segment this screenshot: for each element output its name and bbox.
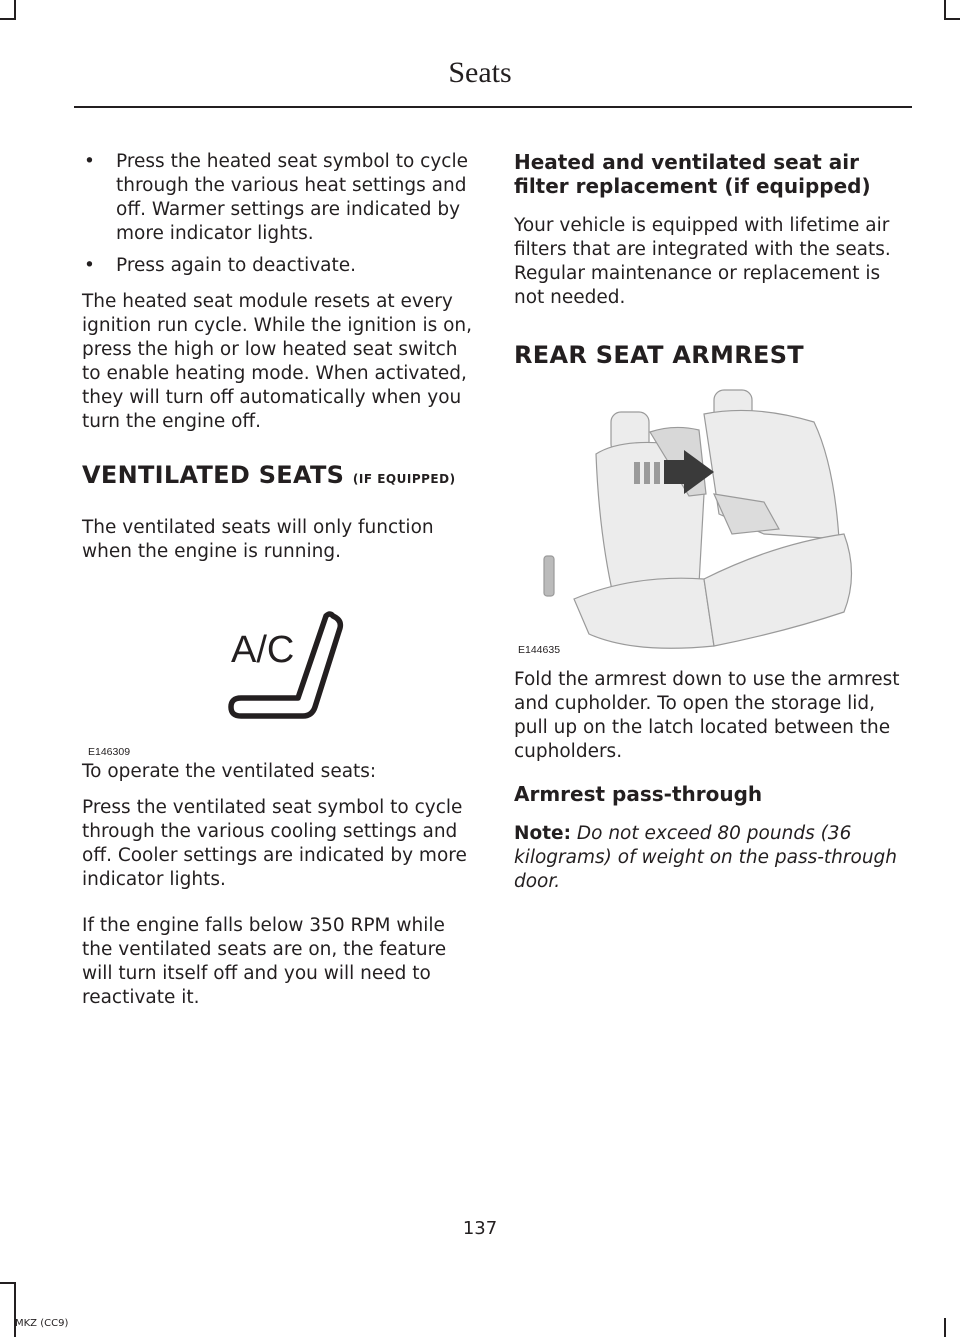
header-rule bbox=[74, 106, 912, 108]
heading-text: VENTILATED SEATS bbox=[82, 461, 345, 489]
ac-label: A/C bbox=[231, 629, 295, 671]
pass-through-heading: Armrest pass-through bbox=[514, 782, 763, 806]
note-paragraph bbox=[514, 822, 910, 894]
rear-armrest-figure bbox=[514, 384, 910, 654]
note-text: Do not exceed 80 pounds (36 kilograms) of weight on the pass-through door. bbox=[514, 823, 898, 892]
crop-mark bbox=[0, 18, 16, 20]
crop-mark bbox=[0, 1282, 16, 1284]
list-item: • Press again to deactivate. bbox=[84, 255, 357, 276]
left-column bbox=[82, 150, 476, 1022]
list-item: • Press the heated seat symbol to cycle through the various heat settings and off. Warmer settings are indicated by more indicator lights. bbox=[84, 151, 468, 244]
ventilated-seat-icon bbox=[82, 576, 476, 754]
page-title: Seats bbox=[448, 56, 512, 89]
bullet-list bbox=[82, 150, 476, 278]
crop-mark bbox=[944, 1318, 946, 1337]
page-number: 137 bbox=[462, 1218, 498, 1239]
crop-mark bbox=[944, 0, 946, 20]
figure-id: E144635 bbox=[518, 644, 561, 656]
section-heading-armrest: REAR SEAT ARMREST bbox=[514, 341, 804, 369]
paragraph-operate: Press the ventilated seat symbol to cycle through the various cooling settings and off. Cooler settings are indicated by more indicator lights. bbox=[82, 797, 467, 890]
crop-mark bbox=[14, 0, 16, 20]
paragraph-rpm: If the engine falls below 350 RPM while the ventilated seats are on, the feature will turn itself off and you will need to reactivate it. bbox=[82, 915, 447, 1008]
bullet-text: Press again to deactivate. bbox=[116, 255, 357, 276]
footer-model: MKZ (CC9) bbox=[15, 1318, 69, 1329]
paragraph-reset: The heated seat module resets at every ignition run cycle. While the ignition is on, press the high or low heated seat switch to enable heating mode. When activated, they will turn off automatically when you turn the engine off. bbox=[82, 291, 473, 432]
right-column bbox=[514, 150, 910, 906]
rear-seat-illustration bbox=[514, 384, 910, 654]
paragraph-armrest: Fold the armrest down to use the armrest and cupholder. To open the storage lid, pull up on the latch located between the cupholders. bbox=[514, 669, 900, 762]
bullet-text: Press the heated seat symbol to cycle through the various heat settings and off. Warmer settings are indicated by more indicator lights. bbox=[116, 151, 468, 244]
paragraph-operate-intro: To operate the ventilated seats: bbox=[82, 761, 377, 782]
figure-id: E146309 bbox=[88, 746, 131, 758]
ventilated-seat-figure bbox=[82, 576, 476, 758]
section-heading-ventilated bbox=[82, 460, 476, 494]
note-label: Note: bbox=[514, 823, 571, 844]
heading-suffix: (IF EQUIPPED) bbox=[352, 472, 456, 486]
filter-heading: Heated and ventilated seat air filter replacement (if equipped) bbox=[514, 150, 871, 198]
paragraph-vent-intro: The ventilated seats will only function when the engine is running. bbox=[82, 517, 434, 562]
paragraph-filter: Your vehicle is equipped with lifetime air filters that are integrated with the seats. Regular maintenance or replacement is not needed. bbox=[514, 215, 891, 308]
crop-mark bbox=[944, 18, 960, 20]
